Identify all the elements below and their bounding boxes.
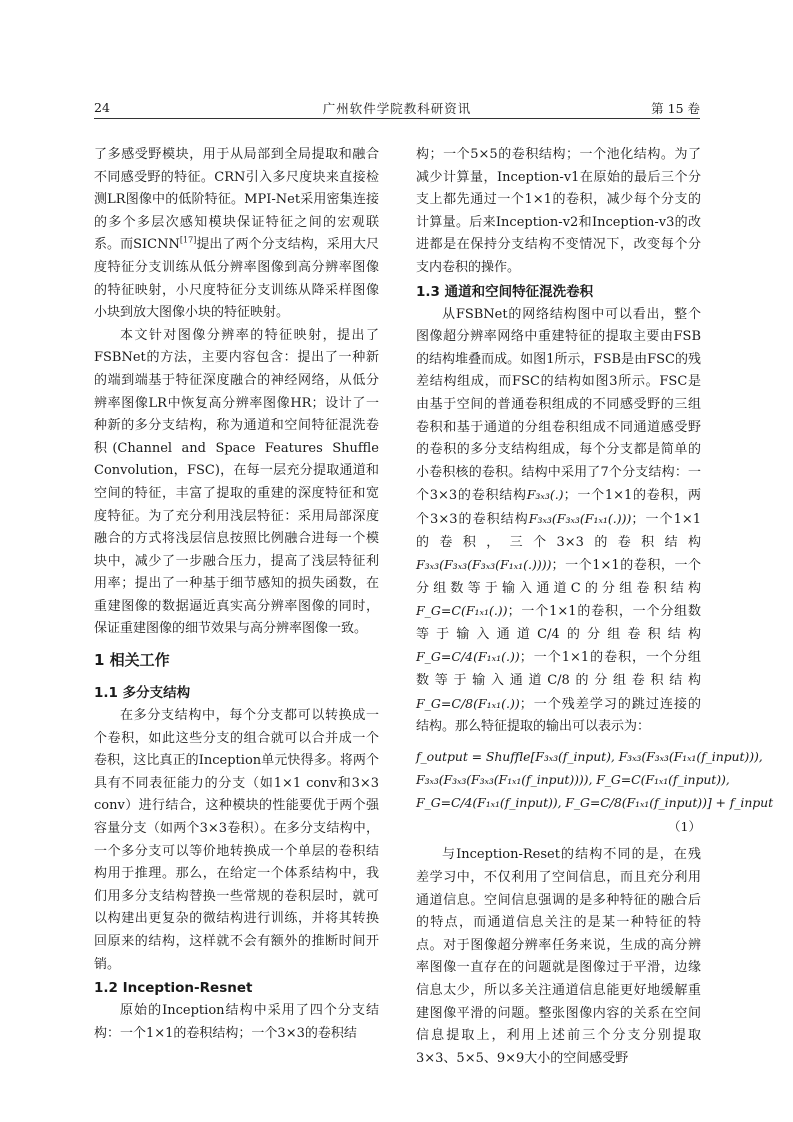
formula-inline: F_G=C/4(F₁ₓ₁(.))	[416, 649, 520, 665]
running-header	[94, 96, 700, 119]
page-number: 24	[94, 100, 110, 115]
journal-title: 广州软件学院教科研资讯	[322, 101, 472, 116]
citation: [17]	[179, 236, 197, 246]
paragraph-text: ；一个1×1的卷积，两个3×3的卷积结构	[416, 488, 702, 527]
paragraph-text: 从FSBNet的网络结构图中可以看出，整个图像超分辨率网络中重建特征的提取主要由FSB的结构堆叠而成。如图1所示，FSB是由FSC的残差结构组成，而FSC的结构如图3所示。FSC是由基于空间的普通卷积组成的不同感受野的三组卷积和基于通道的分组卷积组成不同通道感受野的卷积的多分支结构组成，每个分支都是简单的小卷积核的卷积。结构中采用了7个分支结构：一个3×3的卷积结构	[416, 306, 701, 504]
formula-inline: F_G=C/8(F₁ₓ₁(.))	[416, 695, 520, 711]
paragraph-text: ；一个1×1的卷积，一个分组数等于输入通道C/8的分组卷积结构	[416, 650, 701, 689]
paragraph-text: ；一个1×1的卷积，一个分组数等于输入通道C/4的分组卷积结构	[416, 604, 701, 642]
paragraph: 本文针对图像分辨率的特征映射，提出了FSBNet的方法，主要内容包含：提出了一种新的端到端基于特征深度融合的神经网络，从低分辨率图像LR中恢复高分辨率图像HR；设计了一种新的多分支结构，称为通道和空间特征混洗卷积(Channel and Space Features Shuffle Convolution，FSC)，在每一层充分提取通道和空间的特征，丰富了提取的重建的深度特征和宽度特征。为了充分利用浅层特征：采用局部深度融合的方式将浅层信息按照比例融合进每一个模块中，减少了一步融合压力，提高了浅层特征利用率；提出了一种基于细节感知的损失函数，在重建图像的数据逼近真实高分辨率图像的同时，保证重建图像的细节效果与高分辨率图像一致。	[94, 327, 379, 637]
paragraph: 构；一个5×5的卷积结构；一个池化结构。为了减少计算量，Inception-v1在原始的最后三个分支上都先通过一个1×1的卷积，减少每个分支的计算量。后来Inception-v2和Inception-v3的改进都是在保持分支结构不变情况下，改变每个分支内卷积的操作。	[416, 147, 701, 275]
section-heading: 1 相关工作	[94, 651, 170, 670]
equation-line: F₃ₓ₃(F₃ₓ₃(F₃ₓ₃(F₁ₓ₁(f_input)))), F_G=C(F₁ₓ₁(f_input)),	[416, 771, 730, 787]
paragraph	[416, 304, 701, 739]
paragraph-text: 提出了两个分支结构，采用大尺度特征分支训练从低分辨率图像到高分辨率图像的特征映射，小尺度特征分支训练从降采样图像小块到放大图像小块的特征映射。	[94, 237, 379, 321]
equation-line: F_G=C/4(F₁ₓ₁(f_input)), F_G=C/8(F₁ₓ₁(f_input))] + f_input	[416, 794, 774, 810]
subsection-heading: 1.3 通道和空间特征混洗卷积	[416, 283, 594, 300]
formula-inline: F_G=C(F₁ₓ₁(.))	[416, 603, 508, 619]
subsection-heading: 1.1 多分支结构	[94, 685, 191, 702]
formula-inline: F₃ₓ₃(F₃ₓ₃(F₁ₓ₁(.)))	[528, 510, 632, 526]
equation-line: f_output = Shuffle[F₃ₓ₃(f_input), F₃ₓ₃(F₃ₓ₃(F₁ₓ₁(f_input))),	[416, 748, 763, 764]
paragraph: 在多分支结构中，每个分支都可以转换成一个卷积，如此这些分支的组合就可以合并成一个卷积，这比真正的Inception单元快得多。将两个具有不同表征能力的分支（如1×1 conv和3×3 conv）进行结合，这种模块的性能要优于两个强容量分支（如两个3×3卷积）。在多分支结构中，一个多分支可以等价地转换成一个单层的卷积结构用于推理。那么，在给定一个体系结构中，我们用多分支结构替换一些常规的卷积层时，就可以构建出更复杂的微结构进行训练，并将其转换回原来的结构，这样就不会有额外的推断时间开销。	[94, 708, 379, 972]
left-column	[94, 144, 379, 1045]
paragraph-text: ；一个1×1的卷积，三个3×3的卷积结构	[416, 511, 702, 550]
paragraph	[94, 144, 379, 325]
paragraph-text: ；一个残差学习的跳过连接的结构。那么特征提取的输出可以表示为：	[416, 696, 701, 735]
equation-number: （1）	[668, 818, 701, 834]
paragraph: 原始的Inception结构中采用了四个分支结构：一个1×1的卷积结构；一个3×3的卷积结	[94, 1003, 379, 1041]
paragraph-text: 了多感受野模块，用于从局部到全局提取和融合不同感受野的特征。CRN引入多尺度块来直接检测LR图像中的低阶特征。MPI-Net采用密集连接的多个多层次感知模块保证特征之间的宏观联系。而SICNN	[94, 147, 379, 253]
volume-label: 第 15 卷	[651, 101, 700, 116]
formula-inline: F₃ₓ₃(.)	[526, 487, 564, 503]
paragraph-text: ；一个1×1的卷积，一个分组数等于输入通道C的分组卷积结构	[416, 558, 701, 596]
formula-inline: F₃ₓ₃(F₃ₓ₃(F₃ₓ₃(F₁ₓ₁(.))))	[416, 557, 552, 573]
right-column	[416, 144, 774, 1070]
paragraph: 与Inception-Reset的结构不同的是，在残差学习中，不仅利用了空间信息，而且充分利用通道信息。空间信息强调的是多种特征的融合后的特点，而通道信息关注的是某一种特征的特点。对于图像超分辨率任务来说，生成的高分辨率图像一直存在的问题就是图像过于平滑，边缘信息太少，所以多关注通道信息能更好地缓解重建图像平滑的问题。整张图像内容的关系在空间信息提取上，利用上述前三个分支分别提取3×3、5×5、9×9大小的空间感受野	[416, 847, 701, 1066]
equation-block	[416, 745, 774, 814]
subsection-heading: 1.2 Inception-Resnet	[94, 980, 253, 997]
